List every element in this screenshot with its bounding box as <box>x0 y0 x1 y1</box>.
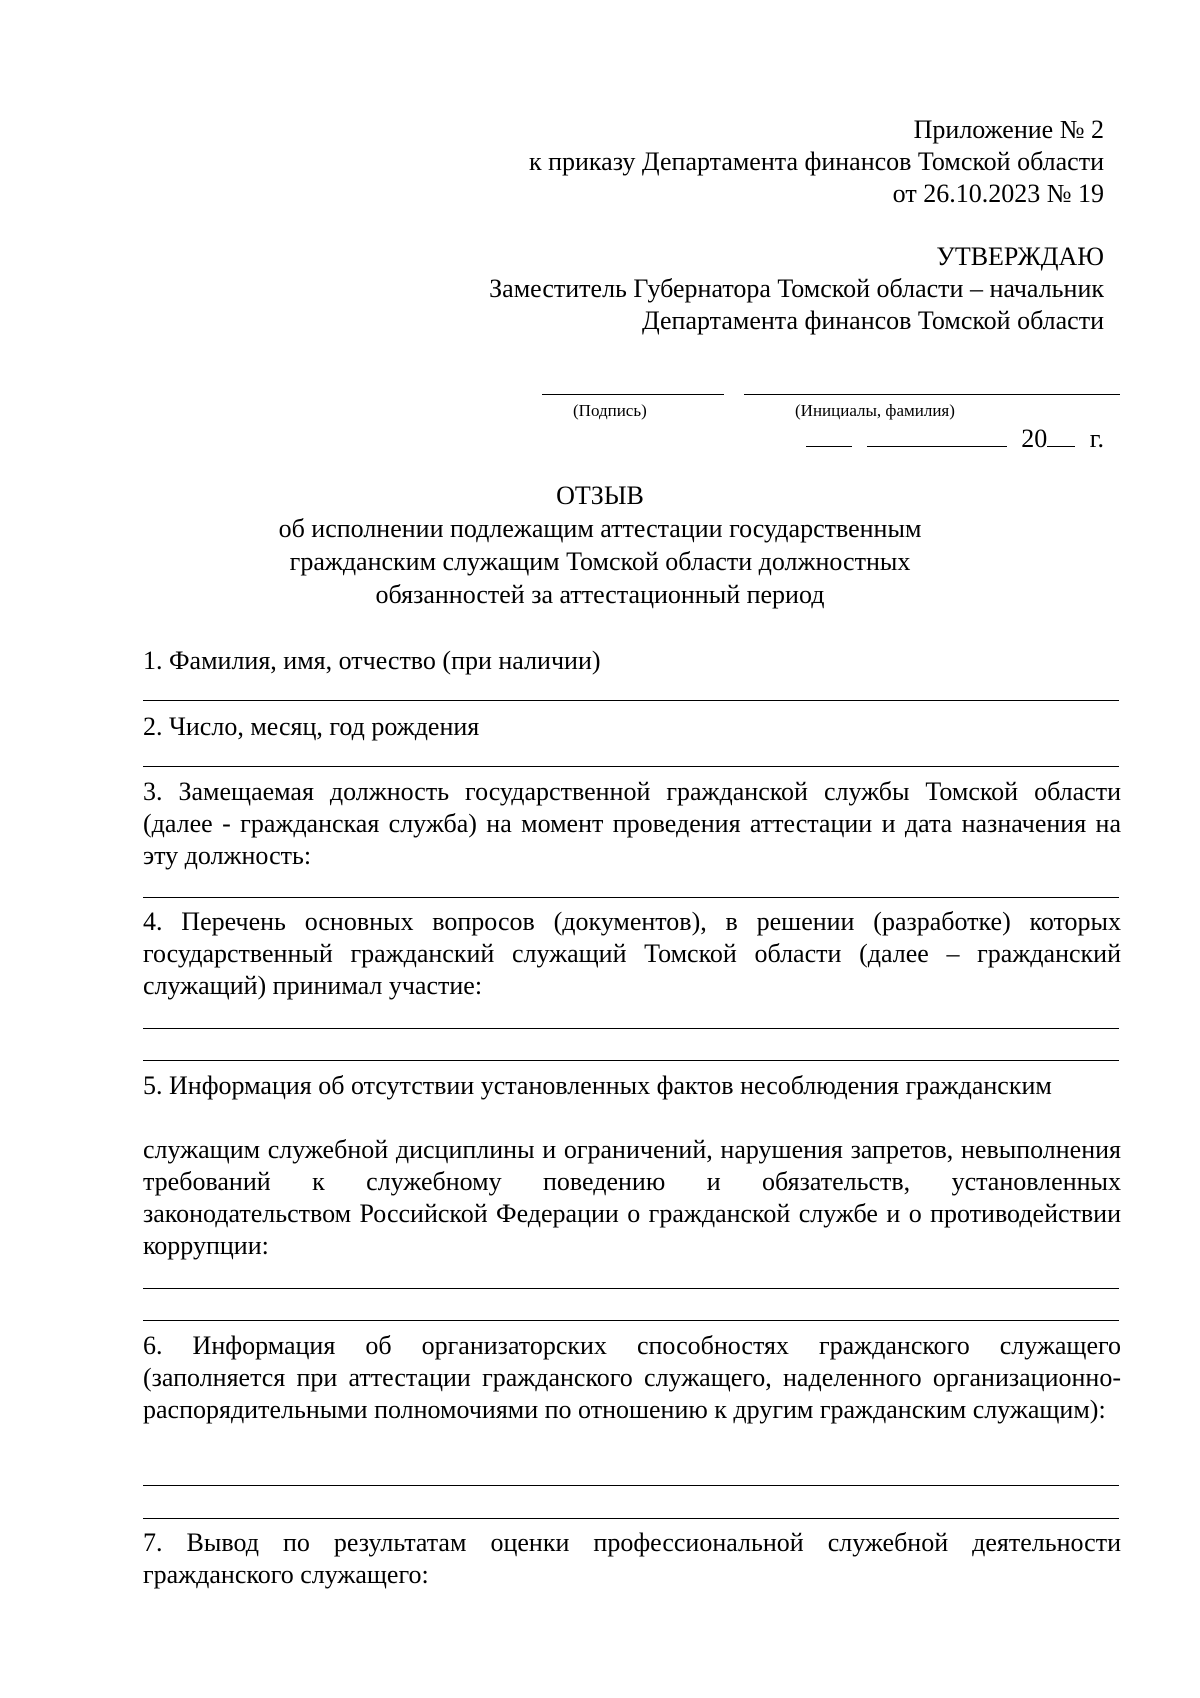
order-date: от 26.10.2023 № 19 <box>892 179 1104 208</box>
year-suffix: г. <box>1089 424 1104 453</box>
item-1-fill-line <box>143 700 1119 701</box>
item-6-fill-line-2 <box>143 1518 1119 1519</box>
document-subtitle-line1: об исполнении подлежащим аттестации государственным <box>278 514 922 543</box>
item-1-label: 1. Фамилия, имя, отчество (при наличии) <box>143 646 601 675</box>
item-3-label: 3. Замещаемая должность государственной гражданской службы Томской области (далее - гражданская служба) на момент проведения аттестации и дата назначения на эту должность: <box>143 777 1121 870</box>
approval-date-row <box>806 423 1104 455</box>
day-blank <box>806 424 852 447</box>
signature-line <box>542 394 724 395</box>
item-2-label: 2. Число, месяц, год рождения <box>143 712 480 741</box>
item-7-label: 7. Вывод по результатам оценки профессиональной служебной деятельности гражданского служащего: <box>143 1528 1121 1589</box>
approve-label: УТВЕРЖДАЮ <box>936 242 1104 271</box>
year-blank <box>1047 424 1075 447</box>
item-5-fill-line-2 <box>143 1320 1119 1321</box>
name-caption: (Инициалы, фамилия) <box>795 401 955 420</box>
approver-position-line2: Департамента финансов Томской области <box>641 306 1104 335</box>
document-title: ОТЗЫВ <box>556 481 644 510</box>
item-5-label-rest: служащим служебной дисциплины и ограничений, нарушения запретов, невыполнения требований к служебному поведению и обязательств, установленных законодательством Российской Федерации о гражданской службе и о противодействии коррупции: <box>143 1135 1121 1260</box>
document-subtitle-line3: обязанностей за аттестационный период <box>375 580 825 609</box>
year-prefix: 20 <box>1021 424 1048 453</box>
signature-caption: (Подпись) <box>573 401 647 420</box>
appendix-label: Приложение № 2 <box>913 115 1104 144</box>
approver-position-line1: Заместитель Губернатора Томской области – начальник <box>489 274 1104 303</box>
item-6-label: 6. Информация об организаторских способностях гражданского служащего (заполняется при аттестации гражданского служащего, наделенного организационно-распорядительными полномочиями по отношению к другим гражданским служащим): <box>143 1331 1121 1424</box>
name-line <box>744 394 1120 395</box>
item-4-fill-line-2 <box>143 1060 1119 1061</box>
item-6-fill-line-1 <box>143 1485 1119 1486</box>
item-4-fill-line-1 <box>143 1028 1119 1029</box>
item-3-fill-line <box>143 897 1119 898</box>
order-reference: к приказу Департамента финансов Томской области <box>528 147 1104 176</box>
item-5-label-first: 5. Информация об отсутствии установленных фактов несоблюдения гражданским <box>143 1071 1052 1100</box>
item-5-fill-line-1 <box>143 1288 1119 1289</box>
month-blank <box>867 424 1007 447</box>
item-4-label: 4. Перечень основных вопросов (документов), в решении (разработке) которых государственный гражданский служащий Томской области (далее – гражданский служащий) принимал участие: <box>143 907 1121 1000</box>
document-subtitle-line2: гражданским служащим Томской области должностных <box>289 547 911 576</box>
item-2-fill-line <box>143 766 1119 767</box>
